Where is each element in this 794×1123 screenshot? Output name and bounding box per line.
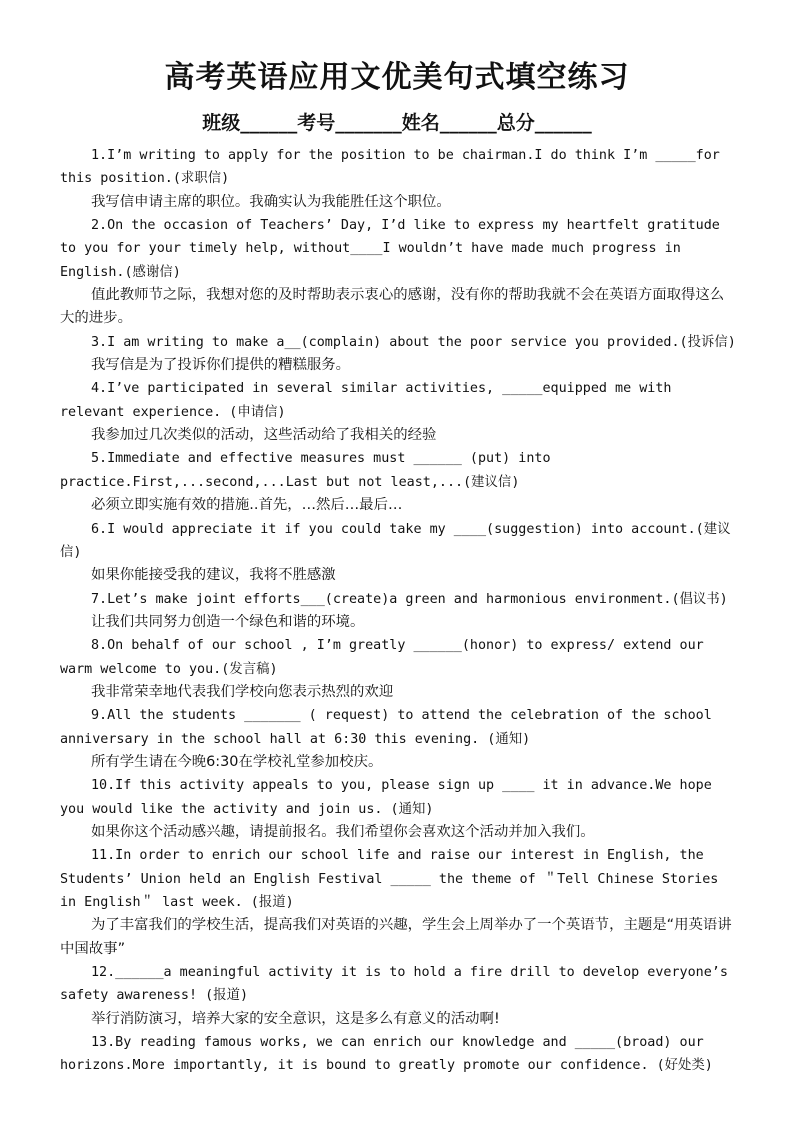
- exercise-english: 12.______a meaningful activity it is to hold a fire drill to develop everyone’s safety awareness! (报道): [60, 965, 728, 1004]
- exercise-chinese: 如果你这个活动感兴趣，请提前报名。我们希望你会喜欢这个活动并加入我们。: [91, 823, 595, 840]
- exercise-english: 10.If this activity appeals to you, please sign up ____ it in advance.We hope you would like the activity and join us. (通知): [60, 778, 712, 817]
- exercise-english: 3.I am writing to make a__(complain) about the poor service you provided.(投诉信): [91, 334, 736, 350]
- exercise-chinese: 举行消防演习，培养大家的安全意识，这是多么有意义的活动啊!: [91, 1010, 500, 1027]
- exercise-english: 13.By reading famous works, we can enrich our knowledge and _____(broad) our horizons.More importantly, it is bound to greatly promote our confidence. (好处类): [60, 1035, 713, 1074]
- exercise-chinese: 所有学生请在今晚6:30在学校礼堂参加校庆。: [91, 753, 383, 770]
- header-fields: 班级______考号_______姓名______总分______: [202, 112, 592, 134]
- exercise-item: [60, 447, 736, 517]
- exercise-item: [60, 1031, 736, 1078]
- exercise-english: 11.In order to enrich our school life and raise our interest in English, the Students’ Union held an English Festival _____ the theme of ＂Tell Chinese Stories in English＂ last week. (报道): [60, 848, 719, 910]
- exercise-chinese: 我写信申请主席的职位。我确实认为我能胜任这个职位。: [91, 193, 451, 210]
- exercise-chinese: 我参加过几次类似的活动，这些活动给了我相关的经验: [91, 427, 437, 444]
- exercise-item: [60, 331, 736, 378]
- exercise-item: [60, 844, 736, 961]
- exercise-item: [60, 144, 736, 214]
- exercise-item: [60, 518, 736, 588]
- exercise-chinese: 如果你能接受我的建议，我将不胜感激: [91, 567, 336, 584]
- exercise-english: 6.I would appreciate it if you could take my ____(suggestion) into account.(建议信): [60, 521, 731, 560]
- exercise-item: [60, 704, 736, 774]
- page-title: 高考英语应用文优美句式填空练习: [164, 60, 630, 95]
- exercise-english: 8.On behalf of our school , I’m greatly ______(honor) to express/ extend our warm welcome to you.(发言稿): [60, 638, 704, 677]
- exercise-chinese: 我非常荣幸地代表我们学校向您表示热烈的欢迎: [91, 683, 394, 700]
- exercise-chinese: 让我们共同努力创造一个绿色和谐的环境。: [91, 613, 365, 630]
- exercise-english: 1.I’m writing to apply for the position to be chairman.I do think I’m _____for this position.(求职信): [60, 148, 720, 187]
- exercise-chinese: 必须立即实施有效的措施..首先，…然后…最后…: [91, 497, 403, 514]
- exercise-english: 4.I’ve participated in several similar activities, _____equipped me with relevant experience. (申请信): [60, 381, 672, 420]
- exercise-english: 9.All the students _______ ( request) to attend the celebration of the school anniversary in the school hall at 6:30 this evening. (通知): [60, 708, 712, 747]
- exercise-item: [60, 634, 736, 704]
- exercise-list: [60, 144, 736, 1078]
- exercise-item: [60, 377, 736, 447]
- exercise-item: [60, 588, 736, 635]
- exercise-item: [60, 961, 736, 1031]
- exercise-chinese: 我写信是为了投诉你们提供的糟糕服务。: [91, 357, 351, 374]
- exercise-item: [60, 214, 736, 331]
- exercise-item: [60, 774, 736, 844]
- exercise-chinese: 值此教师节之际，我想对您的及时帮助表示衷心的感谢，没有你的帮助我就不会在英语方面取得这么大的进步。: [60, 287, 725, 327]
- exercise-english: 5.Immediate and effective measures must ______ (put) into practice.First,...second,...Last but not least,...(建议信): [60, 451, 551, 490]
- exercise-english: 2.On the occasion of Teachers’ Day, I’d like to express my heartfelt gratitude to you for your timely help, without____I wouldn’t have made much progress in English.(感谢信): [60, 218, 720, 280]
- exercise-english: 7.Let’s make joint efforts___(create)a green and harmonious environment.(倡议书): [91, 591, 728, 607]
- exercise-chinese: 为了丰富我们的学校生活，提高我们对英语的兴趣，学生会上周举办了一个英语节，主题是“用英语讲中国故事”: [60, 917, 732, 957]
